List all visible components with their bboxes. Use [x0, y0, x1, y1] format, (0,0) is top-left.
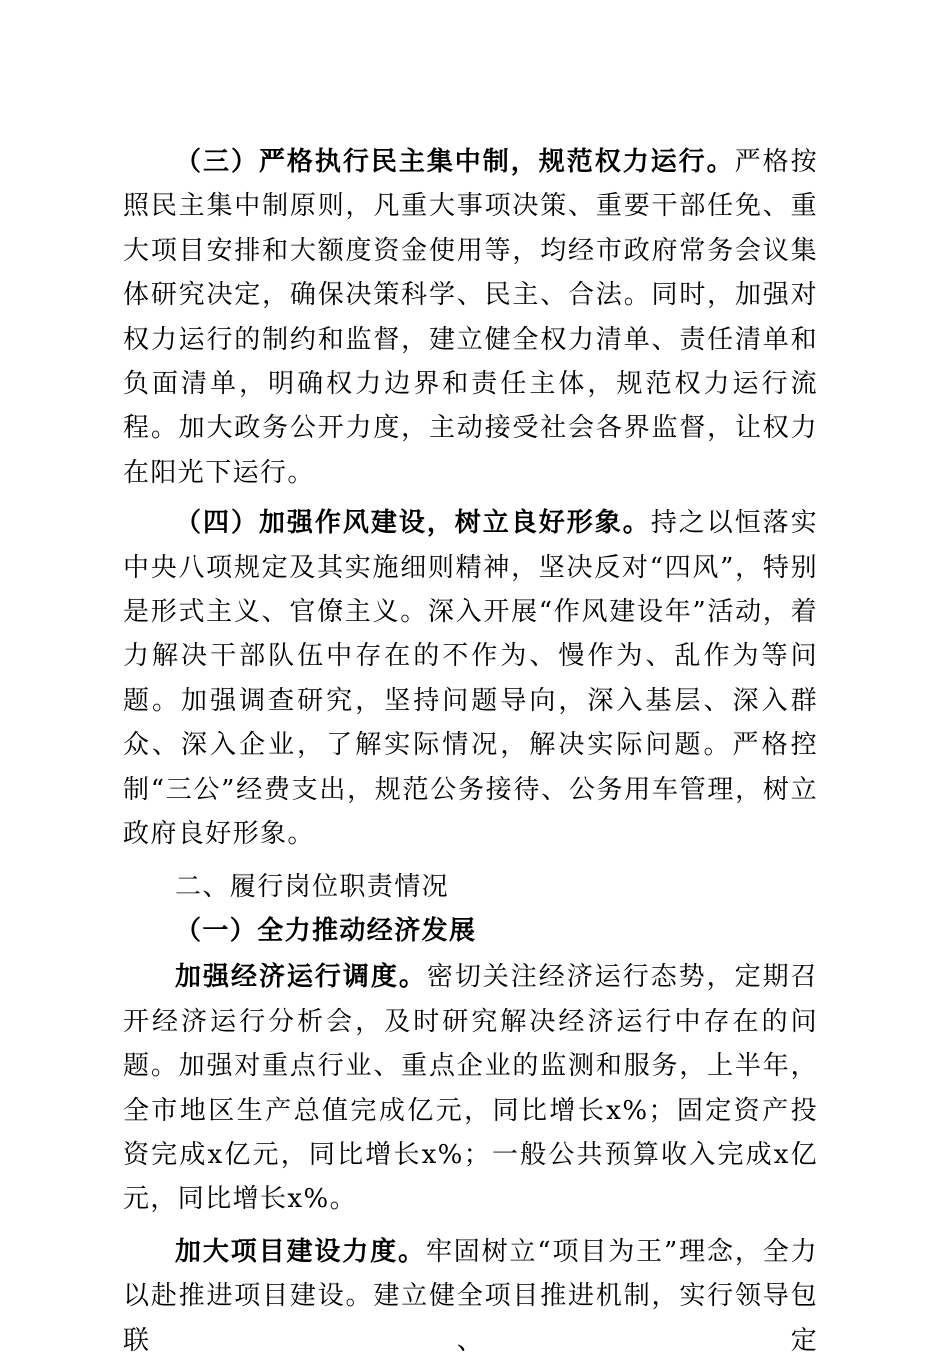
section-heading: 二、履行岗位职责情况: [175, 871, 450, 902]
paragraph-lead: （三）严格执行民主集中制，规范权力运行。: [175, 147, 735, 177]
paragraph-text: 持之以恒落实中央八项规定及其实施细则精神，坚决反对“四风”，特别是形式主义、官僚主义。深入开展“作风建设年”活动，着力解决干部队伍中存在的不作为、慢作为、乱作为等问题。加强调查研究，坚持问题导向，深入基层、深入群众、深入企业，了解实际情况，解决实际问题。严格控制“三公”经费支出，规范公务接待、公务用车管理，树立政府良好形象。: [123, 508, 818, 850]
paragraph-democratic-centralism: [123, 140, 818, 495]
paragraph-project-construction: [123, 1230, 818, 1363]
subsection-heading: （一）全力推动经济发展: [175, 915, 477, 946]
paragraph-work-style: [123, 501, 818, 856]
paragraph-lead: 加大项目建设力度。: [175, 1236, 426, 1267]
paragraph-text: 严格按照民主集中制原则，凡重大事项决策、重要干部任免、重大项目安排和大额度资金使用等，均经市政府常务会议集体研究决定，确保决策科学、民主、合法。同时，加强对权力运行的制约和监督，建立健全权力清单、责任清单和负面清单，明确权力边界和责任主体，规范权力运行流程。加大政务公开力度，主动接受社会各界监督，让权力在阳光下运行。: [123, 147, 818, 488]
document-body: [123, 140, 818, 1363]
paragraph-text: 牢固树立“项目为王”理念，全力以赴推进项目建设。建立健全项目推进机制，实行领导包联、定: [123, 1236, 818, 1356]
paragraph-economic-operation: [123, 955, 818, 1221]
paragraph-text: 密切关注经济运行态势，定期召开经济运行分析会，及时研究解决经济运行中存在的问题。加强对重点行业、重点企业的监测和服务，上半年，全市地区生产总值完成亿元，同比增长x%；固定资产投资完成x亿元，同比增长x%；一般公共预算收入完成x亿元，同比增长x%。: [123, 962, 818, 1215]
paragraph-lead: （四）加强作风建设，树立良好形象。: [175, 508, 651, 539]
paragraph-lead: 加强经济运行调度。: [175, 962, 427, 993]
